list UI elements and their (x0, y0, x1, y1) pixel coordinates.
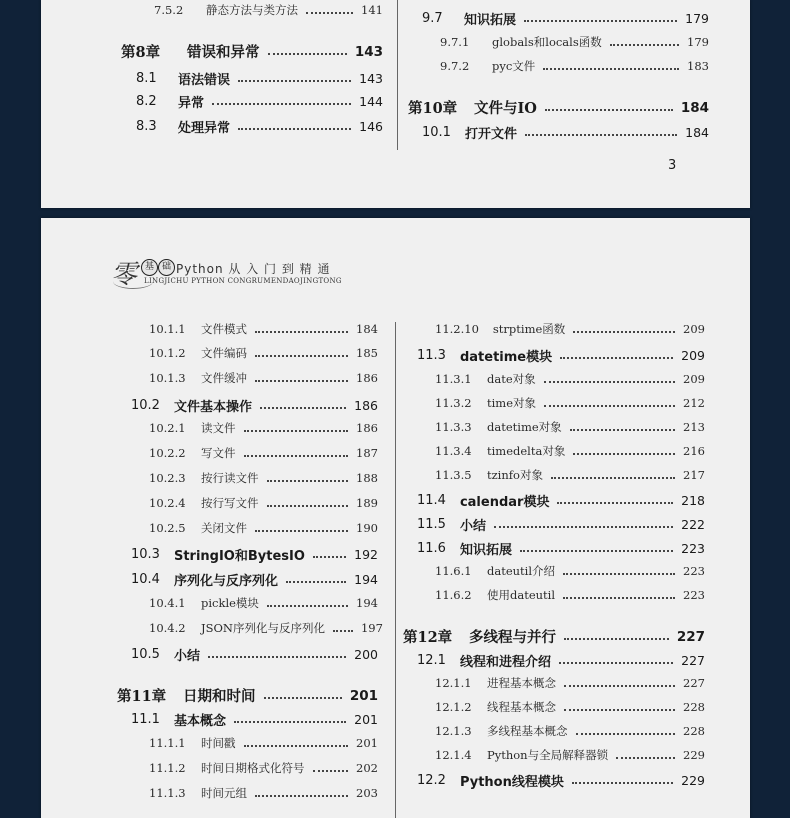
toc-subsection (440, 34, 709, 50)
toc-page-number: 212 (683, 396, 705, 410)
toc-number: 12.1.1 (435, 676, 472, 690)
toc-title: 多线程与并行 (469, 629, 556, 646)
toc-section (136, 69, 383, 88)
toc-chapter (117, 685, 378, 706)
toc-page-number: 229 (681, 773, 705, 788)
toc-subsection (149, 595, 378, 611)
toc-subsection (435, 587, 705, 603)
toc-leader-dots (255, 794, 348, 797)
toc-number: 11.1.2 (149, 761, 186, 775)
toc-number: 11.3.4 (435, 444, 472, 458)
toc-section (417, 539, 705, 558)
toc-page-number: 194 (356, 596, 378, 610)
toc-subsection (435, 747, 705, 763)
toc-number: 10.3 (131, 547, 160, 562)
toc-title: 文件与IO (474, 100, 537, 117)
toc-subsection (149, 760, 378, 776)
toc-leader-dots (234, 720, 346, 723)
toc-page-number: 209 (683, 372, 705, 386)
toc-number: 10.2.5 (149, 521, 186, 535)
toc-section (131, 710, 378, 729)
toc-title: 线程基本概念 (487, 700, 556, 714)
toc-number: 10.1 (422, 125, 451, 140)
toc-page-number: 186 (356, 371, 378, 385)
toc-number: 11.3.2 (435, 396, 472, 410)
toc-page-number: 217 (683, 468, 705, 482)
toc-leader-dots (268, 52, 347, 55)
toc-subsection (149, 520, 378, 536)
toc-title: time对象 (487, 396, 537, 410)
toc-title: timedelta对象 (487, 444, 566, 458)
toc-title: 知识拓展 (464, 13, 517, 28)
toc-number: 10.2.3 (149, 471, 186, 485)
toc-subsection (149, 785, 378, 801)
toc-number: 11.1.3 (149, 786, 186, 800)
toc-leader-dots (238, 79, 351, 82)
toc-leader-dots (524, 19, 677, 22)
logo-circle-2: 础 (158, 259, 175, 276)
logo-circle-1: 基 (141, 259, 158, 276)
toc-title: 进程基本概念 (487, 676, 556, 690)
toc-leader-dots (564, 637, 669, 640)
toc-number: 12.2 (417, 773, 446, 788)
toc-leader-dots (255, 354, 348, 357)
toc-title: 文件编码 (201, 346, 247, 360)
toc-leader-dots (264, 696, 342, 699)
toc-section (417, 491, 705, 510)
toc-title: 处理异常 (178, 121, 231, 136)
toc-title: Python与全局解释器锁 (487, 748, 609, 762)
column-divider (397, 0, 398, 150)
toc-number: 12.1.4 (435, 748, 472, 762)
toc-leader-dots (576, 732, 676, 735)
toc-number: 11.3 (417, 348, 446, 363)
book-subtitle: LINGJICHU PYTHON CONGRUMENDAOJINGTONG (144, 277, 342, 285)
toc-section (131, 570, 378, 589)
toc-page-number: 201 (349, 687, 378, 704)
toc-subsection (435, 563, 705, 579)
toc-number: 11.3.3 (435, 420, 472, 434)
toc-section (417, 515, 705, 534)
toc-number: 8.3 (136, 119, 157, 134)
toc-title: 关闭文件 (201, 521, 247, 535)
toc-page-number: 223 (683, 564, 705, 578)
toc-title: 读文件 (201, 421, 236, 435)
toc-number: 10.4.2 (149, 621, 186, 635)
toc-number: 第12章 (403, 629, 453, 646)
toc-title: 知识拓展 (459, 543, 512, 558)
toc-number: 11.1 (131, 712, 160, 727)
toc-section (417, 651, 705, 670)
toc-number: 10.1.3 (149, 371, 186, 385)
toc-page-number: 143 (354, 43, 383, 60)
toc-title: 小结 (459, 519, 486, 534)
toc-page-number: 201 (356, 736, 378, 750)
toc-page-number: 183 (687, 59, 709, 73)
toc-number: 第8章 (121, 44, 161, 61)
toc-chapter (408, 97, 709, 118)
toc-title: 写文件 (201, 446, 236, 460)
toc-leader-dots (564, 708, 675, 711)
toc-page-number: 189 (356, 496, 378, 510)
toc-page-number: 229 (683, 748, 705, 762)
toc-leader-dots (212, 102, 351, 105)
toc-subsection (435, 699, 705, 715)
toc-leader-dots (260, 406, 346, 409)
toc-leader-dots (559, 661, 673, 664)
toc-title: date对象 (487, 372, 536, 386)
toc-number: 11.3.5 (435, 468, 472, 482)
toc-title: 文件模式 (201, 322, 247, 336)
toc-page-number: 228 (683, 700, 705, 714)
toc-subsection (435, 723, 705, 739)
toc-page-number: 185 (356, 346, 378, 360)
toc-leader-dots (306, 11, 353, 14)
toc-number: 10.2.1 (149, 421, 186, 435)
toc-section (136, 117, 383, 136)
toc-leader-dots (544, 404, 675, 407)
toc-title: pyc文件 (492, 59, 536, 73)
toc-page-number: 141 (361, 3, 383, 17)
toc-page-number: 228 (683, 724, 705, 738)
toc-title: 使用dateutil (487, 588, 556, 602)
toc-number: 9.7.1 (440, 35, 470, 49)
toc-page-number: 223 (683, 588, 705, 602)
toc-page-number: 216 (683, 444, 705, 458)
toc-page-number: 188 (356, 471, 378, 485)
column-divider (395, 322, 396, 818)
toc-subsection (149, 445, 378, 461)
toc-leader-dots (572, 781, 673, 784)
toc-page-number: 187 (356, 446, 378, 460)
toc-leader-dots (557, 501, 673, 504)
toc-leader-dots (544, 380, 675, 383)
toc-page-bottom (41, 218, 750, 818)
toc-number: 10.5 (131, 647, 160, 662)
page-number: 3 (668, 158, 677, 173)
toc-leader-dots (573, 330, 675, 333)
toc-leader-dots (333, 629, 353, 632)
toc-leader-dots (238, 127, 351, 130)
toc-chapter (121, 41, 383, 62)
toc-leader-dots (570, 428, 675, 431)
toc-page-number: 203 (356, 786, 378, 800)
toc-title: 错误和异常 (187, 44, 260, 61)
toc-page-number: 201 (354, 712, 378, 727)
toc-subsection (149, 420, 378, 436)
toc-page-number: 184 (685, 125, 709, 140)
toc-page-number: 223 (681, 541, 705, 556)
toc-leader-dots (610, 43, 679, 46)
toc-leader-dots (545, 108, 673, 111)
toc-page-number: 143 (359, 71, 383, 86)
toc-leader-dots (551, 476, 675, 479)
toc-leader-dots (267, 504, 349, 507)
toc-title: Python线程模块 (459, 775, 564, 790)
toc-leader-dots (208, 655, 346, 658)
toc-leader-dots (244, 454, 349, 457)
toc-subsection (435, 395, 705, 411)
toc-number: 10.1.2 (149, 346, 186, 360)
toc-page-number: 186 (354, 398, 378, 413)
toc-number: 9.7 (422, 11, 443, 26)
toc-number: 11.3.1 (435, 372, 472, 386)
toc-page-number: 209 (681, 348, 705, 363)
toc-title: 异常 (178, 96, 205, 111)
toc-leader-dots (255, 330, 348, 333)
toc-subsection (149, 735, 378, 751)
toc-number: 11.6.1 (435, 564, 472, 578)
toc-leader-dots (255, 379, 348, 382)
toc-leader-dots (616, 756, 675, 759)
toc-leader-dots (313, 769, 349, 772)
toc-number: 11.5 (417, 517, 446, 532)
toc-subsection (440, 58, 709, 74)
toc-title: tzinfo对象 (487, 468, 543, 482)
toc-number: 8.1 (136, 71, 157, 86)
toc-title: 文件缓冲 (201, 371, 247, 385)
toc-title: 按行读文件 (201, 471, 259, 485)
toc-page-number: 190 (356, 521, 378, 535)
toc-page-number: 218 (681, 493, 705, 508)
toc-page-number: 227 (676, 628, 705, 645)
toc-leader-dots (563, 596, 675, 599)
toc-leader-dots (244, 744, 349, 747)
toc-number: 10.1.1 (149, 322, 186, 336)
toc-subsection (149, 495, 378, 511)
toc-title: 时间日期格式化符号 (201, 761, 305, 775)
toc-section (131, 396, 378, 415)
toc-page-number: 179 (685, 11, 709, 26)
toc-leader-dots (255, 529, 348, 532)
toc-subsection (149, 620, 383, 636)
toc-subsection (435, 321, 705, 337)
toc-number: 10.2 (131, 398, 160, 413)
toc-number: 8.2 (136, 94, 157, 109)
toc-title: 小结 (173, 649, 200, 664)
toc-page-number: 144 (359, 94, 383, 109)
toc-title: 时间元组 (201, 786, 247, 800)
toc-number: 11.6 (417, 541, 446, 556)
toc-number: 10.2.4 (149, 496, 186, 510)
toc-leader-dots (267, 604, 348, 607)
toc-subsection (154, 2, 383, 18)
toc-title: pickle模块 (201, 596, 259, 610)
toc-page-number: 197 (360, 621, 383, 635)
toc-title: 多线程基本概念 (487, 724, 568, 738)
toc-page-number: 227 (683, 676, 705, 690)
toc-page-number: 227 (681, 653, 705, 668)
toc-number: 7.5.2 (154, 3, 184, 17)
toc-number: 11.2.10 (435, 322, 479, 336)
toc-section (422, 9, 709, 28)
toc-subsection (435, 371, 705, 387)
toc-number: 11.4 (417, 493, 446, 508)
toc-subsection (435, 675, 705, 691)
toc-leader-dots (573, 452, 675, 455)
toc-title: 文件基本操作 (173, 400, 252, 415)
toc-page-number: 222 (681, 517, 705, 532)
toc-title: dateutil介绍 (487, 564, 556, 578)
toc-leader-dots (267, 479, 349, 482)
toc-title: globals和locals函数 (492, 35, 602, 49)
toc-title: 序列化与反序列化 (173, 574, 278, 589)
toc-page-number: 194 (354, 572, 378, 587)
toc-subsection (435, 419, 705, 435)
toc-subsection (149, 370, 378, 386)
toc-number: 11.6.2 (435, 588, 472, 602)
toc-section (136, 92, 383, 111)
toc-leader-dots (244, 429, 349, 432)
toc-number: 10.2.2 (149, 446, 186, 460)
toc-title: JSON序列化与反序列化 (201, 621, 325, 635)
toc-title: 日期和时间 (183, 688, 256, 705)
toc-page-number: 209 (683, 322, 705, 336)
toc-title: 按行写文件 (201, 496, 259, 510)
toc-page-number: 146 (359, 119, 383, 134)
toc-section (417, 771, 705, 790)
toc-leader-dots (564, 684, 675, 687)
toc-page-number: 179 (687, 35, 709, 49)
toc-number: 9.7.2 (440, 59, 470, 73)
logo-glyph: 零 (111, 260, 138, 290)
toc-chapter (403, 626, 705, 647)
toc-section (131, 545, 378, 564)
toc-number: 10.4 (131, 572, 160, 587)
toc-leader-dots (525, 133, 677, 136)
toc-leader-dots (313, 555, 346, 558)
toc-title: 语法错误 (178, 73, 231, 88)
toc-leader-dots (560, 356, 673, 359)
toc-number: 12.1.2 (435, 700, 472, 714)
toc-number: 第10章 (408, 100, 458, 117)
toc-section (417, 346, 705, 365)
toc-title: datetime模块 (459, 350, 553, 365)
toc-page-number: 184 (680, 99, 709, 116)
toc-number: 第11章 (117, 688, 167, 705)
toc-leader-dots (494, 525, 673, 528)
toc-number: 12.1 (417, 653, 446, 668)
toc-page-top (41, 0, 750, 208)
toc-page-number: 213 (683, 420, 705, 434)
toc-leader-dots (286, 580, 346, 583)
toc-subsection (435, 443, 705, 459)
toc-leader-dots (543, 67, 679, 70)
toc-title: 线程和进程介绍 (459, 655, 551, 670)
toc-number: 12.1.3 (435, 724, 472, 738)
toc-title: 时间戳 (201, 736, 236, 750)
toc-page-number: 202 (356, 761, 378, 775)
toc-title: datetime对象 (487, 420, 562, 434)
book-title: Python 从 入 门 到 精 通 (176, 262, 331, 276)
toc-number: 10.4.1 (149, 596, 186, 610)
toc-subsection (435, 467, 705, 483)
toc-title: 静态方法与类方法 (206, 3, 298, 17)
toc-section (422, 123, 709, 142)
toc-number: 11.1.1 (149, 736, 186, 750)
toc-title: calendar模块 (459, 495, 550, 510)
toc-title: strptime函数 (492, 322, 566, 336)
toc-title: 打开文件 (464, 127, 517, 142)
toc-subsection (149, 345, 378, 361)
toc-page-number: 200 (354, 647, 378, 662)
toc-section (131, 645, 378, 664)
toc-page-number: 186 (356, 421, 378, 435)
toc-subsection (149, 321, 378, 337)
toc-page-number: 192 (354, 547, 378, 562)
toc-title: StringIO和BytesIO (173, 549, 305, 564)
toc-page-number: 184 (356, 322, 378, 336)
toc-subsection (149, 470, 378, 486)
toc-title: 基本概念 (173, 714, 226, 729)
toc-leader-dots (520, 549, 673, 552)
toc-leader-dots (563, 572, 675, 575)
